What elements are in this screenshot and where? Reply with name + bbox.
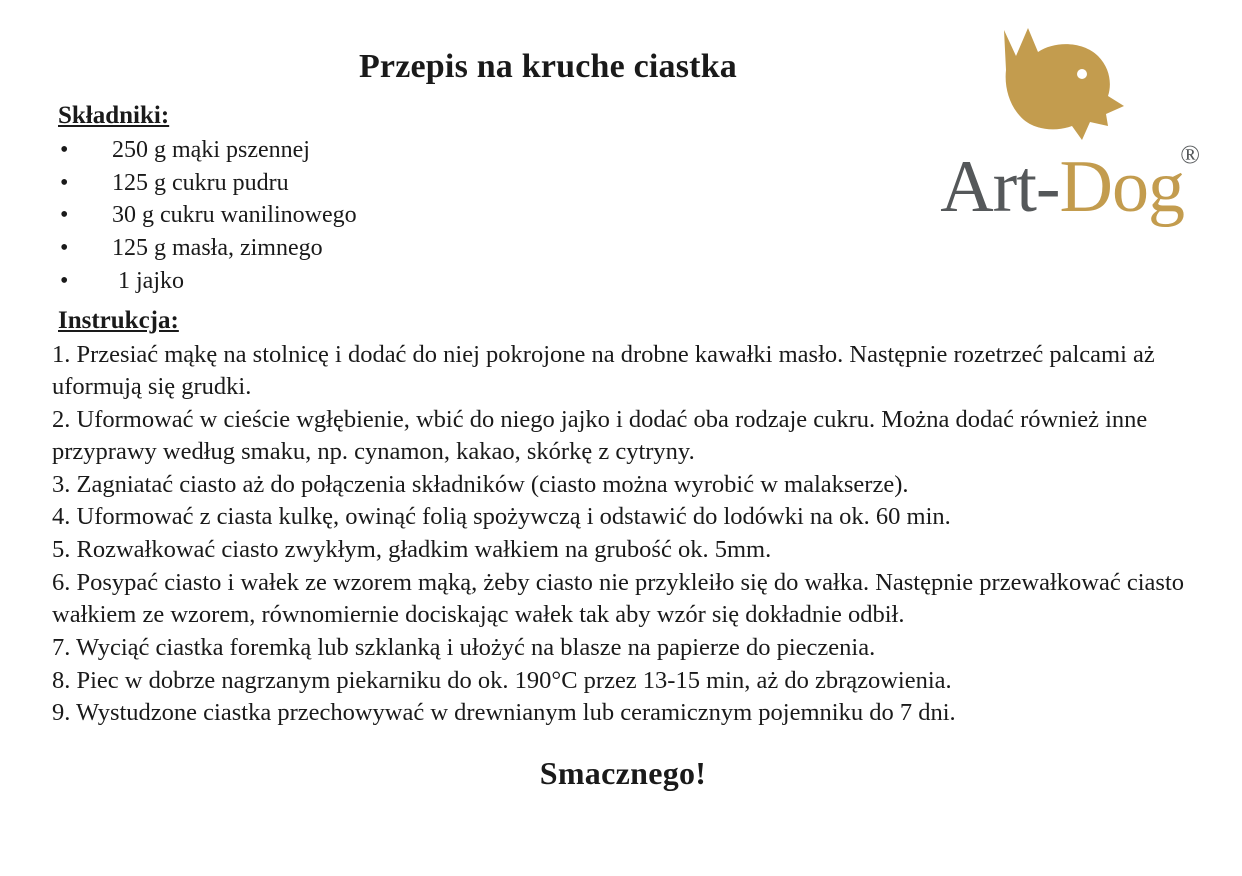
logo-word-art: Art — [940, 146, 1036, 228]
bullet-icon: • — [60, 137, 69, 163]
ingredient-text: 1 jajko — [112, 267, 184, 294]
logo-word-dash: - — [1035, 146, 1060, 228]
list-item — [52, 167, 1194, 200]
list-item — [52, 199, 1194, 232]
list-item: 3. Zagniatać ciasto aż do połączenia składników (ciasto można wyrobić w malakserze). — [52, 470, 909, 498]
ingredient-text: 125 g cukru pudru — [112, 169, 289, 196]
bullet-icon: • — [60, 202, 69, 229]
ingredient-text: 125 g masła, zimnego — [112, 234, 323, 261]
ingredient-text: 250 g mąki pszennej — [112, 137, 310, 163]
bullet-icon: • — [60, 267, 69, 294]
list-item: 7. Wyciąć ciastka foremką lub szklanką i ułożyć na blasze na papierze do pieczenia. — [52, 633, 876, 661]
list-item: 1. Przesiać mąkę na stolnicę i dodać do niej pokrojone na drobne kawałki masło. Następnie rozetrzeć palcami aż uformują się grudki. — [52, 341, 1155, 400]
list-item: 6. Posypać ciasto i wałek ze wzorem mąką, żeby ciasto nie przykleiło się do wałka. Następnie przewałkować ciasto wałkiem ze wzorem, równomiernie dociskając wałek tak aby wzór się dokładnie odbił. — [52, 569, 1185, 628]
list-item — [52, 232, 1194, 265]
closing-text: Smacznego! — [539, 755, 707, 792]
instructions-list — [52, 339, 1194, 729]
list-item: 2. Uformować w cieście wgłębienie, wbić do niego jajko i dodać oba rodzaje cukru. Można dodać również inne przyprawy według smaku, np. cynamon, kakao, skórkę z cytryny. — [52, 405, 1148, 465]
logo-word-dog: Dog — [1059, 146, 1184, 228]
list-item — [52, 134, 1194, 167]
list-item: 9. Wystudzone ciastka przechowywać w drewnianym lub ceramicznym pojemniku do 7 dni. — [52, 699, 956, 727]
ingredients-list — [52, 134, 1194, 297]
list-item: 5. Rozwałkować ciasto zwykłym, gładkim wałkiem na grubość ok. 5mm. — [52, 536, 772, 564]
list-item: 4. Uformować z ciasta kulkę, owinąć folią spożywczą i odstawić do lodówki na ok. 60 min. — [52, 503, 951, 531]
page-title: Przepis na kruche ciastka — [358, 48, 738, 85]
instructions-heading: Instrukcja: — [58, 307, 179, 335]
list-item — [52, 265, 1194, 298]
bullet-icon: • — [60, 234, 69, 261]
dog-head-icon — [986, 22, 1126, 147]
registered-trademark-icon: ® — [1180, 140, 1200, 169]
bullet-icon: • — [60, 169, 69, 196]
ingredients-heading: Składniki: — [58, 102, 170, 129]
ingredient-text: 30 g cukru wanilinowego — [112, 202, 357, 229]
list-item: 8. Piec w dobrze nagrzanym piekarniku do ok. 190°C przez 13-15 min, aż do zbrązowienia. — [52, 666, 952, 694]
